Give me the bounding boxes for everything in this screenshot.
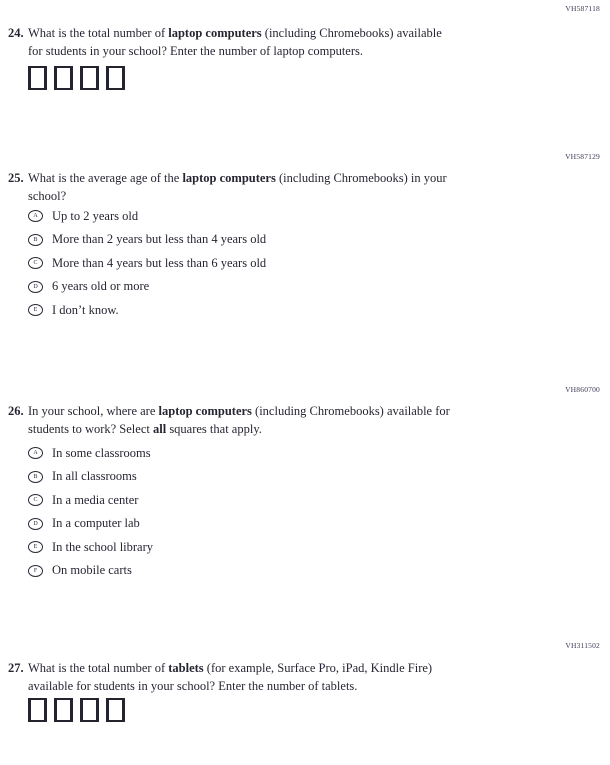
option-label: On mobile carts <box>52 563 132 578</box>
answer-bubble-c-icon[interactable]: C <box>28 494 43 506</box>
question-26-text <box>28 403 548 438</box>
digit-box[interactable] <box>106 66 125 90</box>
question-27-text <box>28 660 548 695</box>
digit-box[interactable] <box>54 66 73 90</box>
question-25-line-1: What is the average age of the laptop computers (including Chromebooks) in your <box>28 171 447 185</box>
option-row[interactable] <box>28 493 153 508</box>
answer-bubble-b-icon[interactable]: B <box>28 234 43 246</box>
question-27-digit-entry <box>28 698 132 722</box>
option-row[interactable] <box>28 280 266 295</box>
question-25-options <box>28 209 266 327</box>
question-27 <box>8 660 548 695</box>
option-label: More than 2 years but less than 4 years old <box>52 232 267 247</box>
question-24 <box>8 25 548 60</box>
digit-box[interactable] <box>54 698 73 722</box>
question-24-line-1: What is the total number of laptop computers (including Chromebooks) available <box>28 26 442 40</box>
option-label: Up to 2 years old <box>52 208 139 223</box>
digit-box[interactable] <box>80 698 99 722</box>
digit-box[interactable] <box>106 698 125 722</box>
digit-box[interactable] <box>80 66 99 90</box>
answer-bubble-e-icon[interactable]: E <box>28 541 43 553</box>
question-26-options <box>28 446 153 587</box>
answer-bubble-a-icon[interactable]: A <box>28 210 43 222</box>
item-code-27: VH311502 <box>565 641 600 650</box>
answer-bubble-e-icon[interactable]: E <box>28 304 43 316</box>
question-25-line-2: school? <box>28 188 67 203</box>
answer-bubble-d-icon[interactable]: D <box>28 281 43 293</box>
option-label: In some classrooms <box>52 445 151 460</box>
option-label: In the school library <box>52 539 154 554</box>
question-26-number: 26. <box>8 404 24 418</box>
option-row[interactable] <box>28 233 266 248</box>
option-label: In a computer lab <box>52 516 140 531</box>
question-24-text <box>28 25 548 60</box>
question-25 <box>8 170 548 205</box>
question-26-line-1: In your school, where are laptop computers (including Chromebooks) available for <box>28 404 450 418</box>
option-row[interactable] <box>28 540 153 555</box>
option-label: More than 4 years but less than 6 years old <box>52 255 267 270</box>
question-27-line-1: What is the total number of tablets (for example, Surface Pro, iPad, Kindle Fire) <box>28 661 433 675</box>
answer-bubble-c-icon[interactable]: C <box>28 257 43 269</box>
question-27-line-2: available for students in your school? Enter the number of tablets. <box>28 678 358 693</box>
question-24-digit-entry <box>28 66 132 90</box>
digit-box[interactable] <box>28 66 47 90</box>
option-row[interactable] <box>28 517 153 532</box>
item-code-25: VH587129 <box>565 152 600 161</box>
answer-bubble-a-icon[interactable]: A <box>28 447 43 459</box>
option-label: 6 years old or more <box>52 279 150 294</box>
option-row[interactable] <box>28 446 153 461</box>
question-26-line-2: students to work? Select all squares that apply. <box>28 421 262 436</box>
item-code-26: VH860700 <box>565 385 600 394</box>
option-row[interactable] <box>28 564 153 579</box>
item-code-24: VH587118 <box>565 4 600 13</box>
option-row[interactable] <box>28 209 266 224</box>
option-row[interactable] <box>28 303 266 318</box>
question-27-number: 27. <box>8 661 24 675</box>
question-26 <box>8 403 548 438</box>
question-24-number: 24. <box>8 26 24 40</box>
option-label: In a media center <box>52 492 139 507</box>
answer-bubble-d-icon[interactable]: D <box>28 518 43 530</box>
option-row[interactable] <box>28 470 153 485</box>
question-25-number: 25. <box>8 171 24 185</box>
digit-box[interactable] <box>28 698 47 722</box>
question-25-text <box>28 170 548 205</box>
answer-bubble-b-icon[interactable]: B <box>28 471 43 483</box>
option-label: In all classrooms <box>52 469 137 484</box>
option-row[interactable] <box>28 256 266 271</box>
answer-bubble-f-icon[interactable]: F <box>28 565 43 577</box>
option-label: I don’t know. <box>52 302 119 317</box>
question-24-line-2: for students in your school? Enter the number of laptop computers. <box>28 43 363 58</box>
